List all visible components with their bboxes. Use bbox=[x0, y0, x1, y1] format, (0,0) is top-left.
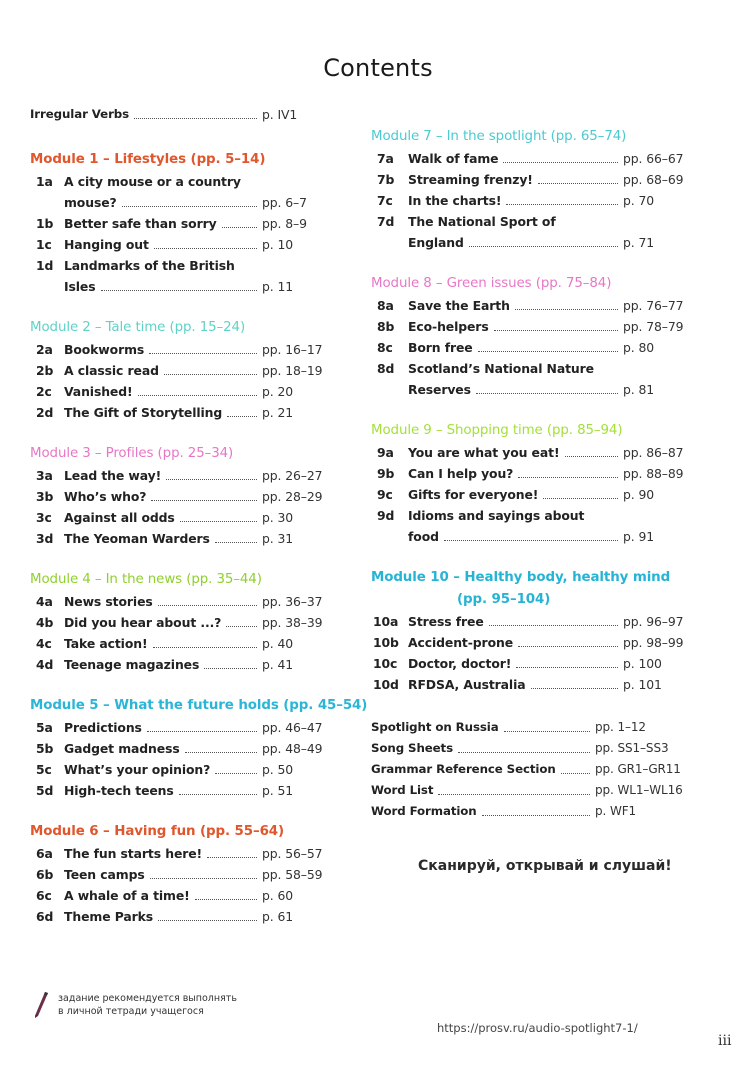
lesson-code: 9c bbox=[377, 487, 393, 502]
module-section bbox=[30, 149, 330, 297]
lesson-title: Landmarks of the British bbox=[64, 258, 235, 273]
lesson-page: pp. 96–97 bbox=[623, 614, 684, 629]
module-heading[interactable] bbox=[30, 443, 330, 465]
lesson-entry[interactable] bbox=[30, 486, 330, 507]
leader-dots bbox=[482, 815, 590, 816]
module-heading[interactable] bbox=[30, 569, 330, 591]
module-section bbox=[30, 569, 330, 675]
leader-dots bbox=[489, 625, 618, 626]
lesson-title: Against all odds bbox=[64, 510, 175, 525]
lesson-title: Bookworms bbox=[64, 342, 145, 357]
module-heading[interactable] bbox=[30, 821, 330, 843]
lesson-page: p. 21 bbox=[262, 405, 294, 420]
lesson-entry[interactable] bbox=[371, 148, 691, 169]
lesson-page: pp. 86–87 bbox=[623, 445, 684, 460]
lesson-entry[interactable] bbox=[30, 654, 330, 675]
lesson-title: Teenage magazines bbox=[64, 657, 200, 672]
leader-dots bbox=[101, 290, 257, 291]
lesson-title: Idioms and sayings about bbox=[408, 508, 585, 523]
lesson-title: The National Sport of bbox=[408, 214, 556, 229]
lesson-entry[interactable] bbox=[30, 738, 330, 759]
lesson-entry[interactable] bbox=[30, 339, 330, 360]
lesson-title-continued: food bbox=[408, 529, 439, 544]
leader-dots bbox=[543, 498, 618, 499]
lesson-entry[interactable] bbox=[30, 612, 330, 633]
leader-dots bbox=[506, 204, 618, 205]
lesson-code: 2d bbox=[36, 405, 54, 420]
lesson-title: Theme Parks bbox=[64, 909, 154, 924]
lesson-entry-continued[interactable] bbox=[371, 379, 691, 400]
lesson-page: p. 30 bbox=[262, 510, 294, 525]
lesson-entry[interactable] bbox=[30, 906, 330, 927]
scan-prompt: Сканируй, открывай и слушай! bbox=[418, 858, 672, 874]
lesson-page: p. 100 bbox=[623, 656, 662, 671]
lesson-entry[interactable] bbox=[371, 358, 691, 379]
leader-dots bbox=[538, 183, 618, 184]
appendix-page: pp. WL1–WL16 bbox=[595, 783, 683, 797]
module-section bbox=[30, 317, 330, 423]
lesson-page: pp. 56–57 bbox=[262, 846, 323, 861]
leader-dots bbox=[504, 731, 590, 732]
appendix-page: pp. 1–12 bbox=[595, 720, 646, 734]
lesson-page: pp. 98–99 bbox=[623, 635, 684, 650]
lesson-code: 1c bbox=[36, 237, 52, 252]
lesson-page: p. 61 bbox=[262, 909, 294, 924]
appendix-page: p. WF1 bbox=[595, 804, 637, 818]
module-section bbox=[30, 695, 368, 801]
lesson-code: 6d bbox=[36, 909, 54, 924]
appendix-entry[interactable] bbox=[371, 738, 691, 759]
lesson-entry[interactable] bbox=[30, 171, 330, 192]
module-heading-text: Module 8 – Green issues (pp. 75–84) bbox=[371, 276, 612, 291]
lesson-title: Doctor, doctor! bbox=[408, 656, 512, 671]
lesson-page: p. 10 bbox=[262, 237, 294, 252]
lesson-title: Who’s who? bbox=[64, 489, 147, 504]
lesson-title: Can I help you? bbox=[408, 466, 514, 481]
lesson-title: In the charts! bbox=[408, 193, 502, 208]
lesson-entry[interactable] bbox=[30, 381, 330, 402]
lesson-code: 3b bbox=[36, 489, 54, 504]
lesson-code: 5c bbox=[36, 762, 52, 777]
module-heading-text: Module 4 – In the news (pp. 35–44) bbox=[30, 572, 262, 587]
leader-dots bbox=[122, 206, 257, 207]
lesson-page: p. 51 bbox=[262, 783, 294, 798]
lesson-code: 8c bbox=[377, 340, 393, 355]
lesson-code: 4d bbox=[36, 657, 54, 672]
lesson-title: Accident-prone bbox=[408, 635, 514, 650]
lesson-title: The fun starts here! bbox=[64, 846, 203, 861]
module-section bbox=[30, 443, 330, 549]
lesson-code: 3a bbox=[36, 468, 53, 483]
leader-dots bbox=[149, 353, 257, 354]
lesson-page: p. 91 bbox=[623, 529, 655, 544]
page-title: Contents bbox=[323, 54, 433, 82]
leader-dots bbox=[180, 521, 257, 522]
leader-dots bbox=[207, 857, 257, 858]
lesson-title-continued: mouse? bbox=[64, 195, 117, 210]
lesson-title-continued: England bbox=[408, 235, 464, 250]
leader-dots bbox=[151, 500, 257, 501]
lesson-entry[interactable] bbox=[30, 717, 330, 738]
module-heading[interactable] bbox=[371, 420, 691, 442]
appendix-page: pp. SS1–SS3 bbox=[595, 741, 669, 755]
lesson-entry[interactable] bbox=[30, 360, 330, 381]
lesson-page: p. 50 bbox=[262, 762, 294, 777]
lesson-code: 10d bbox=[373, 677, 399, 692]
module-section bbox=[371, 273, 691, 400]
lesson-title-continued: Isles bbox=[64, 279, 96, 294]
leader-dots bbox=[476, 393, 618, 394]
lesson-entry[interactable] bbox=[30, 528, 330, 549]
module-heading-text: Module 1 – Lifestyles (pp. 5–14) bbox=[30, 152, 266, 167]
lesson-page: p. 70 bbox=[623, 193, 655, 208]
module-section bbox=[371, 126, 691, 253]
lesson-code: 4a bbox=[36, 594, 53, 609]
lesson-page: pp. 16–17 bbox=[262, 342, 323, 357]
lesson-entry-continued[interactable] bbox=[371, 526, 691, 547]
lesson-entry[interactable] bbox=[371, 674, 691, 695]
appendix-title: Song Sheets bbox=[371, 741, 454, 755]
module-heading[interactable] bbox=[371, 273, 691, 295]
lesson-title: Take action! bbox=[64, 636, 148, 651]
lesson-code: 2b bbox=[36, 363, 54, 378]
lesson-entry[interactable] bbox=[30, 864, 330, 885]
lesson-page: p. 20 bbox=[262, 384, 294, 399]
lesson-page: pp. 38–39 bbox=[262, 615, 323, 630]
leader-dots bbox=[158, 605, 257, 606]
appendix-page: pp. GR1–GR11 bbox=[595, 762, 681, 776]
leader-dots bbox=[518, 477, 618, 478]
leader-dots bbox=[158, 920, 257, 921]
lesson-title: Teen camps bbox=[64, 867, 145, 882]
lesson-entry[interactable] bbox=[371, 505, 691, 526]
lesson-title-continued: Reserves bbox=[408, 382, 471, 397]
leader-dots bbox=[227, 416, 257, 417]
lesson-entry[interactable] bbox=[371, 295, 691, 316]
lesson-code: 5b bbox=[36, 741, 54, 756]
lesson-code: 10a bbox=[373, 614, 399, 629]
lesson-page: pp. 76–77 bbox=[623, 298, 684, 313]
lesson-page: pp. 46–47 bbox=[262, 720, 323, 735]
lesson-title: Hanging out bbox=[64, 237, 149, 252]
module-section bbox=[371, 567, 691, 695]
leader-dots bbox=[503, 162, 618, 163]
leader-dots bbox=[150, 878, 257, 879]
leader-dots bbox=[458, 752, 590, 753]
lesson-entry-continued[interactable] bbox=[30, 276, 330, 297]
lesson-entry[interactable] bbox=[371, 169, 691, 190]
lesson-page: pp. 8–9 bbox=[262, 216, 307, 231]
lesson-code: 2a bbox=[36, 342, 53, 357]
lesson-page: pp. 78–79 bbox=[623, 319, 684, 334]
leader-dots bbox=[469, 246, 618, 247]
lesson-entry[interactable] bbox=[371, 632, 691, 653]
lesson-title: Streaming frenzy! bbox=[408, 172, 533, 187]
lesson-page: p. 101 bbox=[623, 677, 662, 692]
lesson-title: Scotland’s National Nature bbox=[408, 361, 594, 376]
appendix-title: Word List bbox=[371, 783, 434, 797]
lesson-entry-continued[interactable] bbox=[30, 192, 330, 213]
note-line-1: задание рекомендуется выполнять bbox=[58, 993, 237, 1004]
lesson-page: pp. 68–69 bbox=[623, 172, 684, 187]
lesson-page: pp. 28–29 bbox=[262, 489, 323, 504]
lesson-entry[interactable] bbox=[30, 885, 330, 906]
lesson-code: 5a bbox=[36, 720, 53, 735]
lesson-entry[interactable] bbox=[30, 255, 330, 276]
right-column bbox=[371, 102, 691, 822]
lesson-page: p. 81 bbox=[623, 382, 655, 397]
leader-dots bbox=[134, 118, 257, 119]
appendix-entry[interactable] bbox=[371, 717, 691, 738]
module-heading[interactable] bbox=[30, 695, 368, 717]
lesson-page: pp. 66–67 bbox=[623, 151, 684, 166]
lesson-code: 4b bbox=[36, 615, 54, 630]
lesson-code: 8d bbox=[377, 361, 395, 376]
lesson-entry[interactable] bbox=[30, 780, 330, 801]
leader-dots bbox=[179, 794, 257, 795]
lesson-entry[interactable] bbox=[30, 759, 330, 780]
lesson-code: 7b bbox=[377, 172, 395, 187]
lesson-code: 1d bbox=[36, 258, 54, 273]
lesson-code: 8b bbox=[377, 319, 395, 334]
lesson-entry[interactable] bbox=[371, 611, 691, 632]
module-heading-text: Module 5 – What the future holds (pp. 45–54) bbox=[30, 698, 368, 713]
lesson-entry[interactable] bbox=[30, 591, 330, 612]
appendix-entry[interactable] bbox=[371, 801, 691, 822]
leader-dots bbox=[215, 542, 257, 543]
left-column bbox=[30, 104, 368, 927]
leader-dots bbox=[438, 794, 590, 795]
lesson-title: Born free bbox=[408, 340, 473, 355]
module-heading-text: Module 10 – Healthy body, healthy mind bbox=[371, 570, 671, 585]
lesson-page: pp. 58–59 bbox=[262, 867, 323, 882]
lesson-page: p. 80 bbox=[623, 340, 655, 355]
leader-dots bbox=[226, 626, 257, 627]
leader-dots bbox=[478, 351, 618, 352]
module-heading[interactable] bbox=[371, 567, 691, 611]
lesson-title: Did you hear about ...? bbox=[64, 615, 222, 630]
lesson-code: 7a bbox=[377, 151, 394, 166]
lesson-title: A city mouse or a country bbox=[64, 174, 241, 189]
lesson-code: 6c bbox=[36, 888, 52, 903]
audio-url-link[interactable]: https://prosv.ru/audio-spotlight7-1/ bbox=[437, 1021, 638, 1035]
module-heading-pages: (pp. 95–104) bbox=[457, 592, 551, 607]
lesson-entry[interactable] bbox=[30, 843, 330, 864]
leader-dots bbox=[494, 330, 618, 331]
lesson-code: 9b bbox=[377, 466, 395, 481]
lesson-code: 10b bbox=[373, 635, 399, 650]
lesson-entry-continued[interactable] bbox=[371, 232, 691, 253]
lesson-title: Stress free bbox=[408, 614, 484, 629]
lesson-page: p. 40 bbox=[262, 636, 294, 651]
lesson-title: The Yeoman Warders bbox=[64, 531, 210, 546]
lesson-entry[interactable] bbox=[30, 507, 330, 528]
lesson-entry[interactable] bbox=[371, 442, 691, 463]
lesson-title: Eco-helpers bbox=[408, 319, 489, 334]
leader-dots bbox=[195, 899, 257, 900]
lesson-title: News stories bbox=[64, 594, 153, 609]
leader-dots bbox=[215, 773, 257, 774]
leader-dots bbox=[516, 667, 618, 668]
page-number: iii bbox=[718, 1033, 732, 1049]
leader-dots bbox=[531, 688, 619, 689]
lesson-title: Gadget madness bbox=[64, 741, 180, 756]
lesson-entry[interactable] bbox=[30, 213, 330, 234]
lesson-code: 10c bbox=[373, 656, 398, 671]
leader-dots bbox=[185, 752, 257, 753]
leader-dots bbox=[565, 456, 619, 457]
lesson-entry[interactable] bbox=[371, 316, 691, 337]
module-heading[interactable] bbox=[371, 126, 691, 148]
lesson-code: 9d bbox=[377, 508, 395, 523]
note-line-2: в личной тетради учащегося bbox=[58, 1006, 204, 1017]
module-heading-text: Module 3 – Profiles (pp. 25–34) bbox=[30, 446, 234, 461]
lesson-page: p. 41 bbox=[262, 657, 294, 672]
lesson-entry[interactable] bbox=[30, 633, 330, 654]
lesson-page: pp. 88–89 bbox=[623, 466, 684, 481]
lesson-title: The Gift of Storytelling bbox=[64, 405, 223, 420]
lesson-code: 5d bbox=[36, 783, 54, 798]
lesson-code: 4c bbox=[36, 636, 52, 651]
leader-dots bbox=[147, 731, 257, 732]
lesson-title: Gifts for everyone! bbox=[408, 487, 539, 502]
lesson-entry[interactable] bbox=[371, 337, 691, 358]
leader-dots bbox=[154, 248, 257, 249]
lesson-entry[interactable] bbox=[30, 234, 330, 255]
entry-name: Irregular Verbs bbox=[30, 107, 130, 121]
appendix-title: Word Formation bbox=[371, 804, 477, 818]
lesson-title: What’s your opinion? bbox=[64, 762, 211, 777]
leader-dots bbox=[153, 647, 257, 648]
lesson-code: 9a bbox=[377, 445, 394, 460]
lesson-page: pp. 36–37 bbox=[262, 594, 323, 609]
lesson-code: 8a bbox=[377, 298, 394, 313]
lesson-code: 1a bbox=[36, 174, 53, 189]
pen-icon bbox=[32, 990, 50, 1020]
appendix-title: Grammar Reference Section bbox=[371, 762, 556, 776]
lesson-entry[interactable] bbox=[30, 465, 330, 486]
lesson-code: 6a bbox=[36, 846, 53, 861]
lesson-title: A classic read bbox=[64, 363, 159, 378]
notebook-note bbox=[32, 990, 237, 1020]
lesson-page: pp. 26–27 bbox=[262, 468, 323, 483]
module-section bbox=[371, 420, 691, 547]
lesson-code: 6b bbox=[36, 867, 54, 882]
leader-dots bbox=[561, 773, 590, 774]
module-section bbox=[30, 821, 330, 927]
lesson-title: RFDSA, Australia bbox=[408, 677, 526, 692]
lesson-title: Better safe than sorry bbox=[64, 216, 217, 231]
lesson-title: You are what you eat! bbox=[408, 445, 560, 460]
module-heading-text: Module 9 – Shopping time (pp. 85–94) bbox=[371, 423, 623, 438]
leader-dots bbox=[166, 479, 257, 480]
lesson-code: 2c bbox=[36, 384, 52, 399]
lesson-code: 1b bbox=[36, 216, 54, 231]
leader-dots bbox=[222, 227, 257, 228]
module-heading-text: Module 6 – Having fun (pp. 55–64) bbox=[30, 824, 285, 839]
lesson-title: A whale of a time! bbox=[64, 888, 190, 903]
appendix-entry[interactable] bbox=[371, 759, 691, 780]
module-heading-text: Module 2 – Tale time (pp. 15–24) bbox=[30, 320, 246, 335]
lesson-title: Lead the way! bbox=[64, 468, 162, 483]
lesson-title: Walk of fame bbox=[408, 151, 499, 166]
entry-page: p. IV1 bbox=[262, 107, 298, 122]
lesson-code: 7d bbox=[377, 214, 395, 229]
leader-dots bbox=[204, 668, 257, 669]
lesson-entry[interactable] bbox=[371, 211, 691, 232]
lesson-entry[interactable] bbox=[371, 653, 691, 674]
lesson-title: Predictions bbox=[64, 720, 142, 735]
lesson-code: 7c bbox=[377, 193, 393, 208]
appendix-entry[interactable] bbox=[371, 780, 691, 801]
lesson-page: p. 71 bbox=[623, 235, 655, 250]
lesson-page: p. 11 bbox=[262, 279, 294, 294]
lesson-title: Vanished! bbox=[64, 384, 133, 399]
appendix-title: Spotlight on Russia bbox=[371, 720, 499, 734]
leader-dots bbox=[444, 540, 618, 541]
lesson-page: p. 60 bbox=[262, 888, 294, 903]
lesson-code: 3d bbox=[36, 531, 54, 546]
irregular-verbs-entry[interactable] bbox=[30, 104, 330, 125]
lesson-title: Save the Earth bbox=[408, 298, 510, 313]
lesson-entry[interactable] bbox=[371, 463, 691, 484]
module-heading[interactable] bbox=[30, 317, 330, 339]
lesson-page: p. 31 bbox=[262, 531, 294, 546]
leader-dots bbox=[515, 309, 618, 310]
module-heading[interactable] bbox=[30, 149, 330, 171]
lesson-page: p. 90 bbox=[623, 487, 655, 502]
appendix-list bbox=[371, 717, 691, 822]
leader-dots bbox=[164, 374, 257, 375]
lesson-entry[interactable] bbox=[371, 190, 691, 211]
lesson-title: High-tech teens bbox=[64, 783, 174, 798]
lesson-page: pp. 48–49 bbox=[262, 741, 323, 756]
lesson-page: pp. 6–7 bbox=[262, 195, 307, 210]
leader-dots bbox=[138, 395, 257, 396]
lesson-entry[interactable] bbox=[30, 402, 330, 423]
lesson-code: 3c bbox=[36, 510, 52, 525]
lesson-entry[interactable] bbox=[371, 484, 691, 505]
leader-dots bbox=[518, 646, 618, 647]
module-heading-text: Module 7 – In the spotlight (pp. 65–74) bbox=[371, 129, 627, 144]
lesson-page: pp. 18–19 bbox=[262, 363, 323, 378]
